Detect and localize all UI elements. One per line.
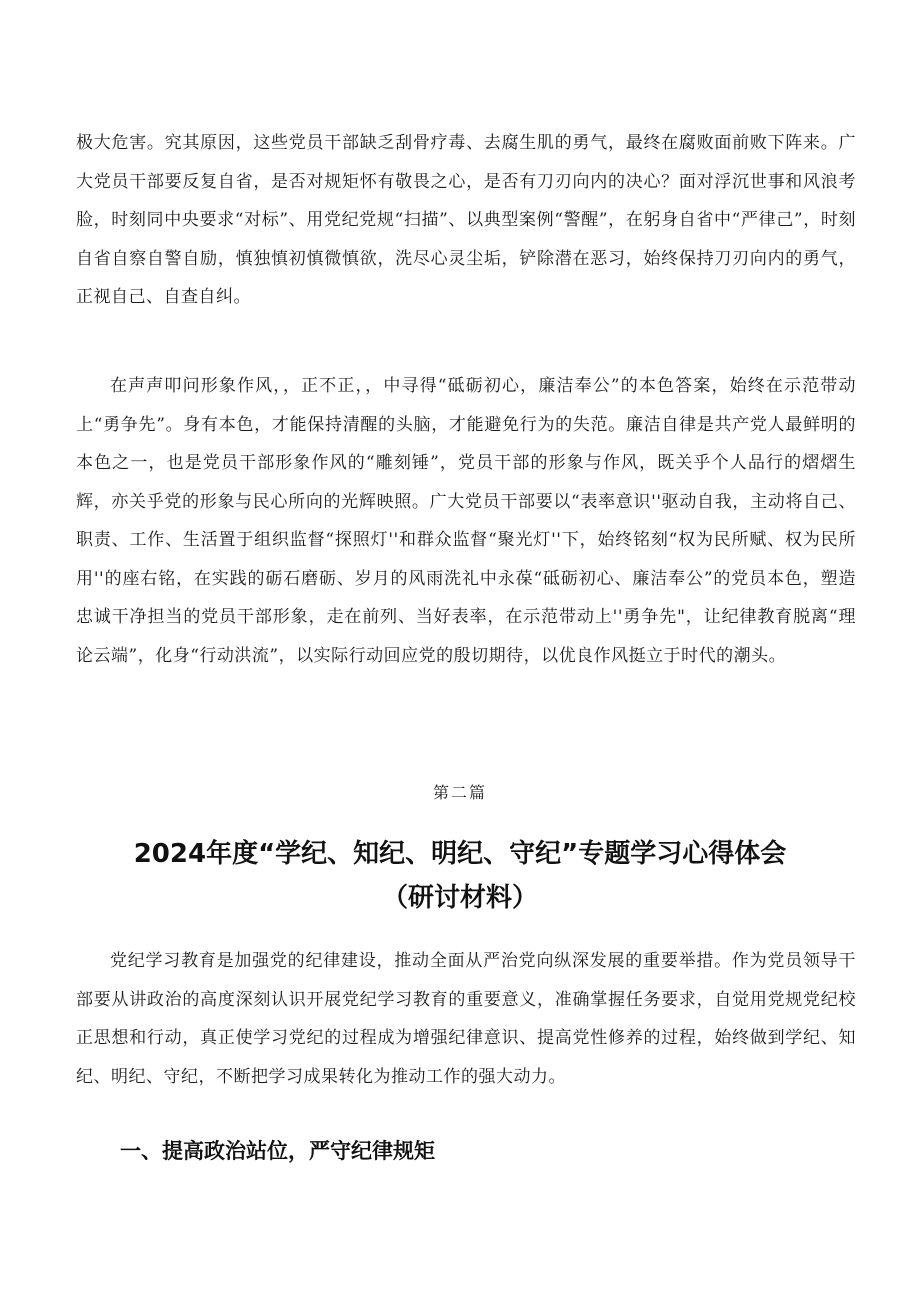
section-heading-1: 一、提高政治站位，严守纪律规矩	[120, 1139, 435, 1163]
paragraph-continuation: 极大危害。究其原因，这些党员干部缺乏刮骨疗毒、去腐生肌的勇气，最终在腐败面前败下阵来。广大党员干部要反复自省，是否对规矩怀有敬畏之心，是否有刀刃向内的决心？面对浮沉世事和风浪考脸，时刻同中央要求“对标”、用党纪党规“扫描”、以典型案例“警醒”，在躬身自省中“严律己”，时刻自省自察自警自励，慎独慎初慎微慎欲，洗尽心灵尘垢，铲除潜在恶习，始终保持刀刃向内的勇气，正视自己、自查自纠。	[76, 133, 856, 307]
title-line-2: （研讨材料）	[381, 883, 538, 913]
document-title	[0, 832, 920, 920]
paragraph-image-style: 在声声叩问形象作风，，正不正，，中寻得“砥砺初心，廉洁奉公”的本色答案，始终在示范带动上“勇争先”。身有本色，才能保持清醒的头脑，才能避免行为的失范。廉洁自律是共产党人最鲜明的本色之一，也是党员干部形象作风的“雕刻锤”，党员干部的形象与作风，既关乎个人品行的熠熠生辉，亦关乎党的形象与民心所向的光辉映照。广大党员干部要以“表率意识''驱动自我，主动将自己、职责、工作、生活置于组织监督“探照灯''和群众监督“聚光灯''下，始终铭刻“权为民所赋、权为民所用''的座右铭，在实践的砺石磨砺、岁月的风雨洗礼中永葆“砥砺初心、廉洁奉公”的党员本色，塑造忠诚干净担当的党员干部形象，走在前列、当好表率，在示范带动上''勇争先"，让纪律教育脱离“理论云端”，化身“行动洪流”，以实际行动回应党的殷切期待，以优良作风挺立于时代的潮头。	[76, 376, 856, 666]
section-label: 第二篇	[432, 783, 487, 802]
title-line-1: 2024年度“学纪、知纪、明纪、守纪”专题学习心得体会	[133, 839, 787, 869]
paragraph-intro: 党纪学习教育是加强党的纪律建设，推动全面从严治党向纵深发展的重要举措。作为党员领导干部要从讲政治的高度深刻认识开展党纪学习教育的重要意义，准确掌握任务要求，自觉用党规党纪校正思想和行动，真正使学习党纪的过程成为增强纪律意识、提高党性修养的过程，始终做到学纪、知纪、明纪、守纪，不断把学习成果转化为推动工作的强大动力。	[76, 951, 856, 1087]
